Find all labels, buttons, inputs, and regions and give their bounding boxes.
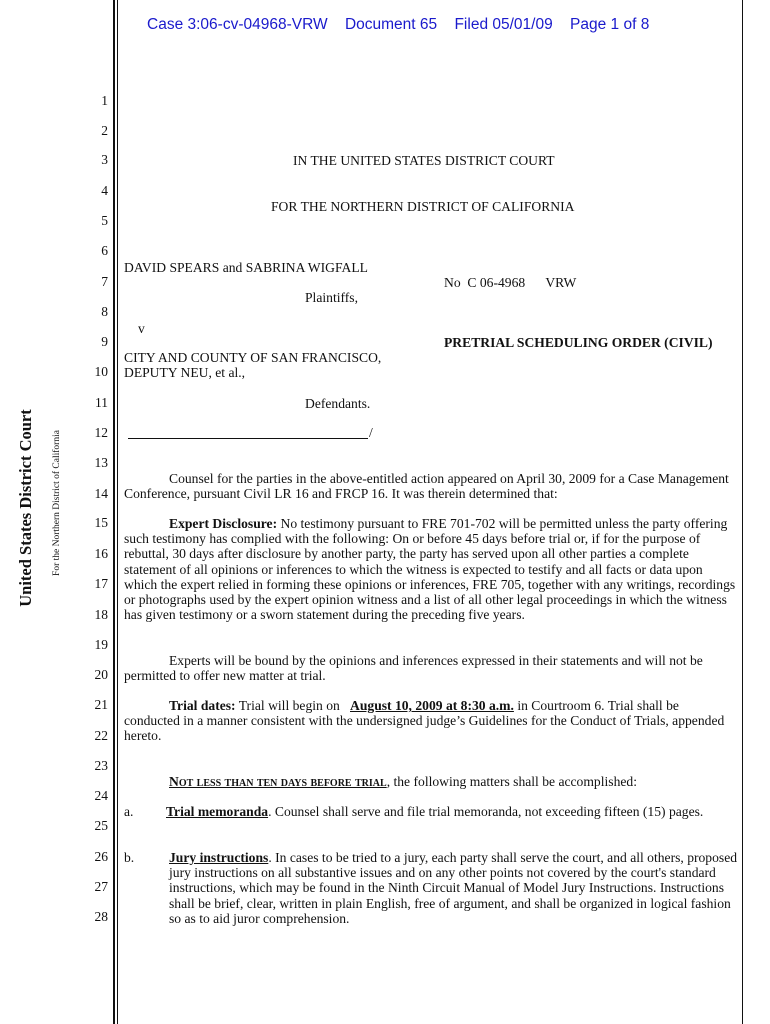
line-number: 16 (94, 546, 108, 561)
right-margin-rule (742, 0, 743, 1024)
court-name: United States District Court (16, 409, 35, 607)
line-number: 28 (94, 909, 108, 924)
line-number: 5 (101, 213, 108, 228)
line-number: 26 (94, 849, 108, 864)
case-no: No C 06-4968 VRW (444, 275, 577, 290)
court-side-label (2, 398, 62, 618)
item-b-label: b. (124, 850, 135, 865)
defendants-line1: CITY AND COUNTY OF SAN FRANCISCO, (124, 350, 382, 365)
plaintiffs-names: DAVID SPEARS and SABRINA WIGFALL (124, 260, 368, 275)
order-title: PRETRIAL SCHEDULING ORDER (CIVIL) (444, 335, 713, 350)
item-a-label: a. (124, 804, 134, 819)
court-title: IN THE UNITED STATES DISTRICT COURT (293, 153, 555, 168)
document-number: Document 65 (344, 16, 438, 33)
line-number: 12 (94, 425, 108, 440)
item-b-paragraph (169, 850, 739, 926)
not-less-paragraph (124, 774, 738, 789)
experts-bound-paragraph: Experts will be bound by the opinions and inferences expressed in their statements and will not be permitted to offer new matter at trial. (124, 653, 703, 684)
page-indicator: Page 1 of 8 (570, 16, 650, 33)
line-number: 9 (101, 334, 108, 349)
filed-date: Filed 05/01/09 (454, 16, 553, 33)
trial-date: August 10, 2009 at 8:30 a.m. (350, 698, 514, 713)
trial-heading: Trial dates: (169, 698, 236, 713)
left-margin-rule-outer (113, 0, 115, 1024)
line-number: 25 (94, 818, 108, 833)
versus: v (138, 321, 145, 336)
trial-post: in Courtroom 6. Trial shall be conducted in a manner consistent with the undersigned judge’s Guidelines for the Conduct of Trials, appended hereto. (124, 698, 725, 744)
item-a-heading: Trial memoranda (166, 804, 269, 819)
not-less-heading: Not less than ten days before trial (169, 774, 387, 789)
caption-signature-line (128, 438, 368, 439)
caption-slash: / (369, 425, 373, 440)
item-b-heading: Jury instructions (169, 850, 269, 865)
intro-paragraph: Counsel for the parties in the above-entitled action appeared on April 30, 2009 for a Case Management Conference, pursuant Civil LR 16 and FRCP 16. It was therein determined that: (124, 471, 729, 502)
line-number: 6 (101, 243, 108, 258)
case-number: Case 3:06-cv-04968-VRW (147, 16, 328, 33)
left-margin-rule-inner (117, 0, 118, 1024)
expert-disclosure-paragraph (124, 516, 738, 622)
line-number: 17 (94, 576, 108, 591)
line-number: 3 (101, 152, 108, 167)
item-a-text: . Counsel shall serve and file trial memoranda, not exceeding fifteen (15) pages. (268, 804, 704, 819)
line-number: 27 (94, 879, 108, 894)
item-b-text: . In cases to be tried to a jury, each party shall serve the court, and all others, proposed jury instructions on all substantive issues and on any other points not covered by the court's standard instructions, which may be found in the Ninth Circuit Manual of Model Jury Instructions. Instructions shall be brief, clear, written in plain English, free of argument, and shall be organized in logical fashion so as to aid juror comprehension. (169, 850, 738, 926)
line-number: 24 (94, 788, 108, 803)
line-number: 15 (94, 515, 108, 530)
expert-heading: Expert Disclosure: (169, 516, 278, 531)
line-number: 19 (94, 637, 108, 652)
line-number: 8 (101, 304, 108, 319)
item-a-paragraph (166, 804, 736, 819)
not-less-text: , the following matters shall be accomplished: (386, 774, 637, 789)
line-number: 22 (94, 728, 108, 743)
plaintiffs-label: Plaintiffs, (305, 290, 358, 305)
case-header (147, 16, 662, 34)
expert-text: No testimony pursuant to FRE 701-702 will be permitted unless the party offering such testimony has complied with the following: On or before 45 days before trial or, if for the purpose of rebuttal, 30 days after disclosure by another party, the party has served upon all other parties a complete statement of all opinions or inferences to which the witness is expected to testify and all facts or data upon which the expert relied in forming these opinions or inferences, FRE 705, together with any writings, recordings or photographs used by the expert opinion witness and a list of all other legal proceedings in which the witness has given testimony or a sworn statement during the preceding five years. (124, 516, 736, 623)
defendants-label: Defendants. (305, 396, 371, 411)
line-number: 14 (94, 486, 108, 501)
line-number: 1 (101, 93, 108, 108)
court-district: For the Northern District of California (52, 430, 62, 576)
line-number: 11 (95, 395, 108, 410)
trial-dates-paragraph (124, 698, 738, 744)
trial-pre: Trial will begin on (238, 698, 340, 713)
line-number: 21 (94, 697, 108, 712)
line-number: 2 (101, 123, 108, 138)
line-number: 18 (94, 607, 108, 622)
line-number: 23 (94, 758, 108, 773)
line-number: 13 (94, 455, 108, 470)
line-number: 20 (94, 667, 108, 682)
line-number: 10 (94, 364, 108, 379)
line-number: 7 (101, 274, 108, 289)
defendants-line2: DEPUTY NEU, et al., (124, 365, 246, 380)
line-number: 4 (101, 183, 108, 198)
district-title: FOR THE NORTHERN DISTRICT OF CALIFORNIA (271, 199, 575, 214)
